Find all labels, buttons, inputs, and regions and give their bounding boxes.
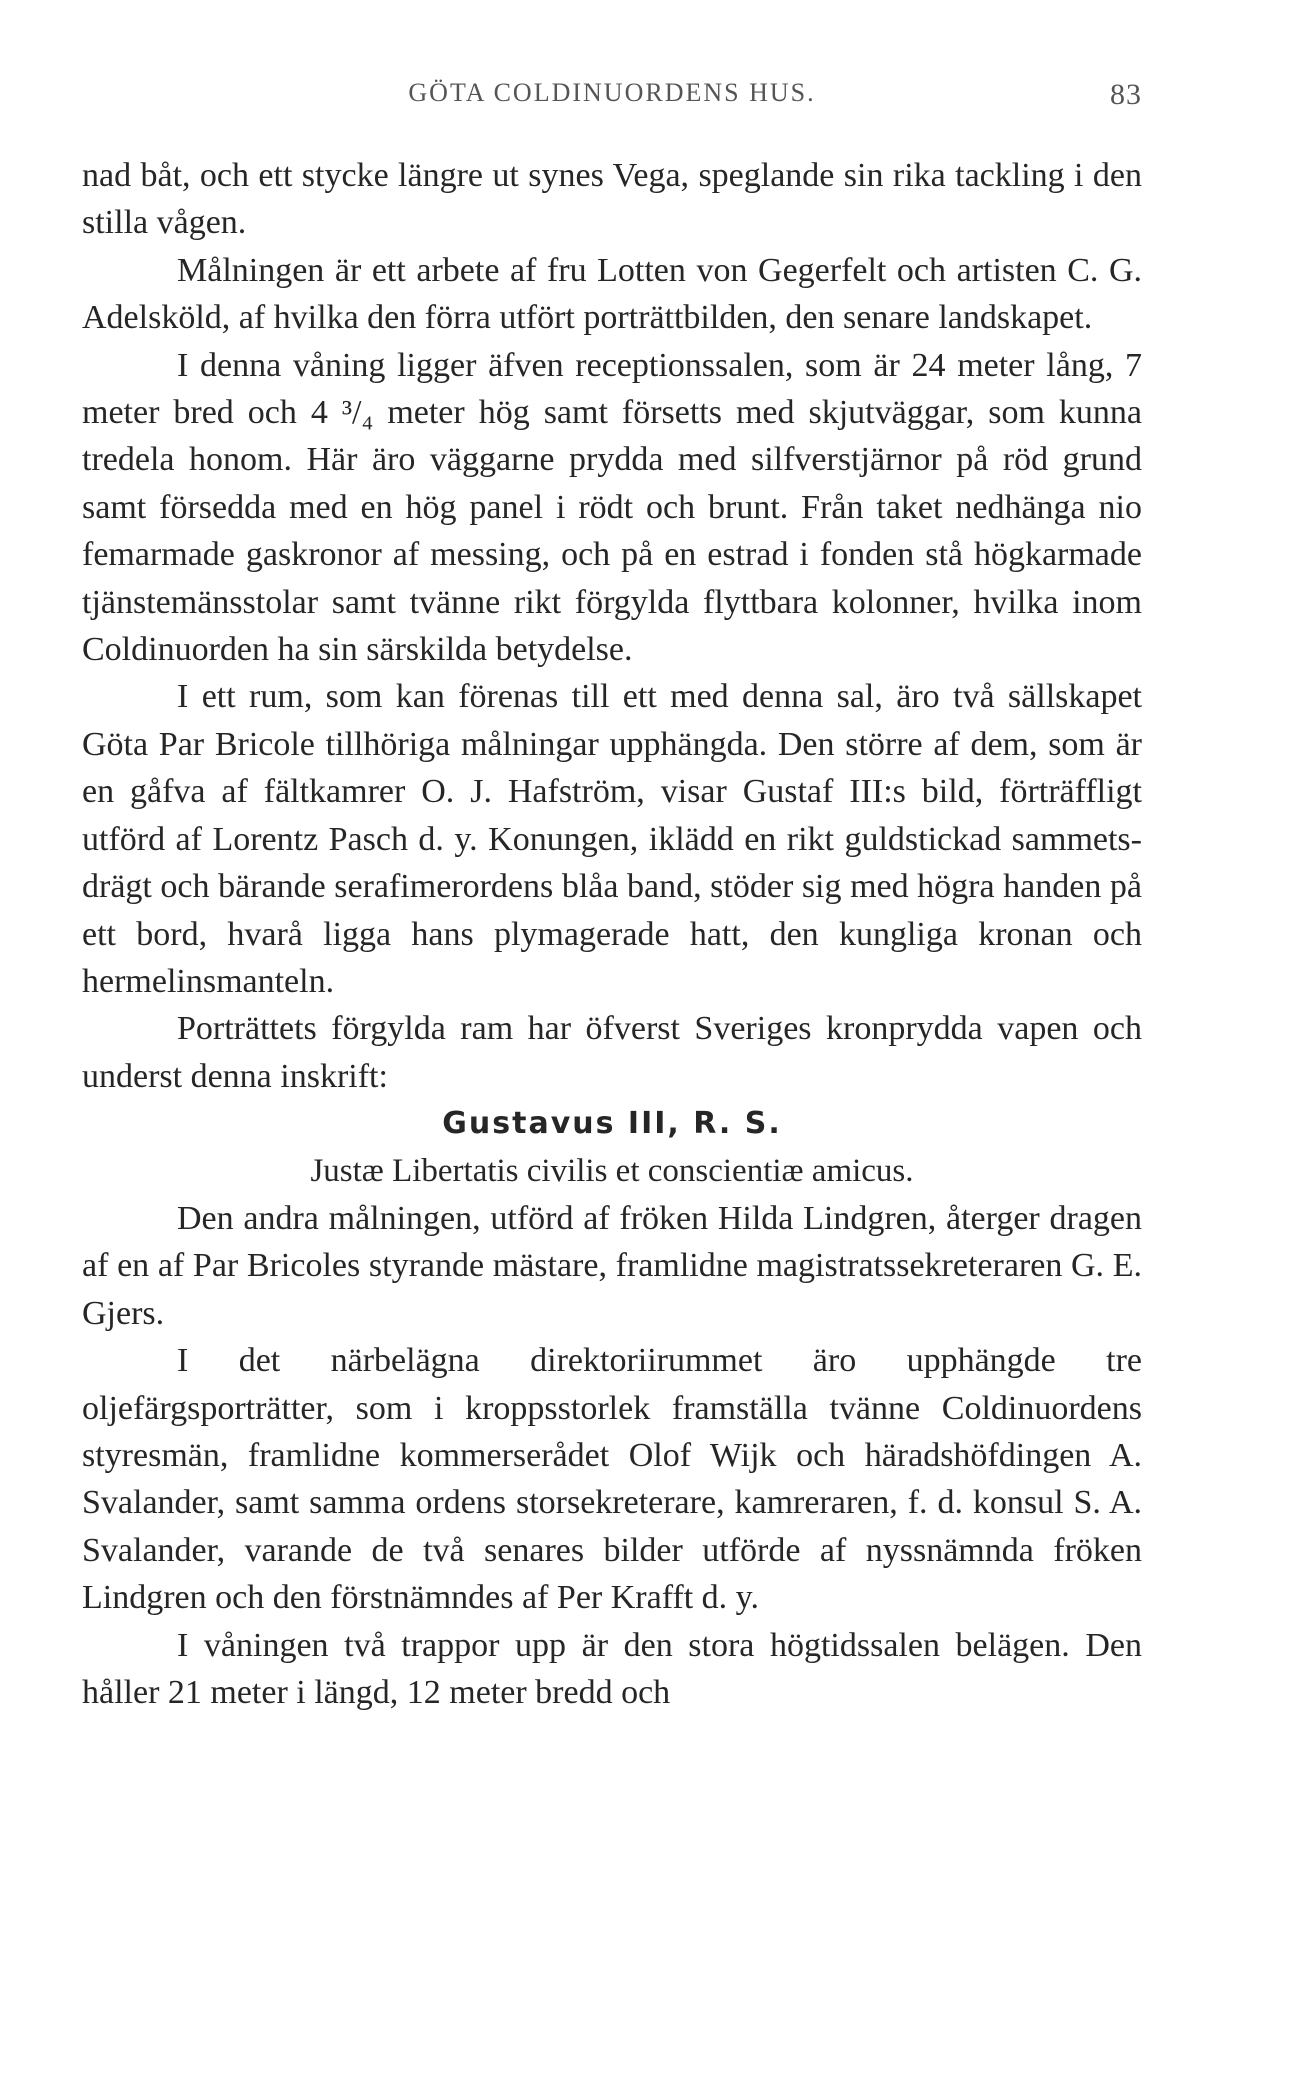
page-number: 83 [1110, 78, 1142, 111]
paragraph: Målningen är ett arbete af fru Lotten von Gegerfelt och artisten C. G. Adelsköld, af hvilka den förra utfört porträttbilden, den senare landskapet. [82, 251, 1142, 337]
paragraph: Den andra målningen, utförd af fröken Hilda Lindgren, återger dragen af en af Par Bricoles styrande mästare, framlidne magistratssekreteraren G. E. Gjers. [82, 1199, 1142, 1332]
paragraph: I det närbelägna direktoriirummet äro upphängde tre oljefärgsporträtter, som i kroppsstorlek framställa tvänne Coldinuordens styresmän, framlidne kommerserådet Olof Wijk och häradshöfdingen A. Svalander, samt samma ordens storsekreterare, kamreraren, f. d. konsul S. A. Svalander, varande de två senares bilder utförde af nyssnämnda fröken Lindgren och den förstnämndes af Per Krafft d. y. [82, 1342, 1142, 1617]
book-page [82, 78, 1142, 1716]
running-title: GÖTA COLDINUORDENS HUS. [408, 78, 816, 107]
inscription-line-1: Gustavus III, R. S. [442, 1106, 782, 1142]
paragraph: Porträttets förgylda ram har öfverst Sveriges kronprydda vapen och underst denna inskrift: [82, 1010, 1142, 1095]
paragraph: I ett rum, som kan förenas till ett med denna sal, äro två sällskapet Göta Par Bricole tillhöriga målningar upphängda. Den större af dem, som är en gåfva af fältkamrer O. J. Hafström, visar Gustaf III:s bild, förträffligt utförd af Lorentz Pasch d. y. Konungen, iklädd en rikt guldstickad sammetsdrägt och bärande serafimerordens blåa band, stöder sig med högra handen på ett bord, hvarå ligga hans plymagerade hatt, den kungliga kronan och hermelinsmanteln. [82, 678, 1142, 1000]
paragraph: I våningen två trappor upp är den stora högtidssalen belägen. Den håller 21 meter i längd, 12 meter bredd och [82, 1626, 1142, 1711]
running-head [82, 78, 1142, 118]
paragraph-continued: nad båt, och ett stycke längre ut synes Vega, speglande sin rika tackling i den stilla vågen. [82, 157, 1142, 242]
paragraph: I denna våning ligger äfven receptionssalen, som är 24 meter lång, 7 meter bred och 4 ³/₄ meter hög samt försetts med skjutväggar, som kunna tredela honom. Här äro väggarne prydda med silfverstjärnor på röd grund samt försedda med en hög panel i rödt och brunt. Från taket nedhänga nio femarmade gaskronor af messing, och på en estrad i fonden stå högkarmade tjänstemänsstolar samt tvänne rikt förgylda flyttbara kolonner, hvilka inom Coldinuorden ha sin särskilda betydelse. [82, 346, 1142, 669]
inscription-line-2: Justæ Libertatis civilis et conscientiæ amicus. [310, 1152, 914, 1189]
body-text [82, 152, 1142, 1716]
